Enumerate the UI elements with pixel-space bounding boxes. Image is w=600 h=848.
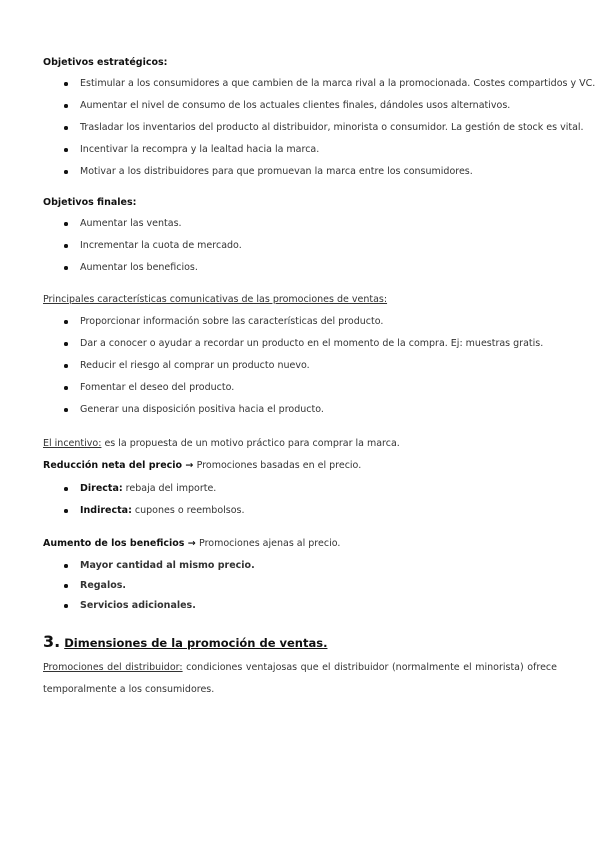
reduccion-line — [43, 460, 361, 471]
section-3-title — [43, 632, 327, 651]
list-item: Motivar a los distribuidores para que promuevan la marca entre los consumidores. — [0, 164, 595, 186]
incentivo-line — [43, 438, 400, 449]
caracteristicas-list — [0, 314, 543, 424]
list-item: Dar a conocer o ayudar a recordar un producto en el momento de la compra. Ej: muestras gratis. — [0, 336, 543, 358]
list-item: Directa: rebaja del importe. — [0, 481, 245, 503]
objetivos-finales-heading: Objetivos finales: — [43, 197, 137, 208]
aumento-line — [43, 538, 340, 549]
list-item: Proporcionar información sobre las características del producto. — [0, 314, 543, 336]
list-item: Aumentar las ventas. — [0, 216, 242, 238]
list-item: Incentivar la recompra y la lealtad hacia la marca. — [0, 142, 595, 164]
caracteristicas-heading: Principales características comunicativas de las promociones de ventas: — [43, 294, 388, 305]
distribuidor-text: condiciones ventajosas que el distribuidor (normalmente el minorista) ofrece temporalmente a los consumidores. — [43, 662, 558, 695]
reduccion-text: Promociones basadas en el precio. — [196, 460, 362, 471]
list-item: Fomentar el deseo del producto. — [0, 380, 543, 402]
incentivo-term: El incentivo: — [43, 438, 102, 449]
aumento-list — [0, 558, 255, 618]
reduccion-term: Reducción neta del precio — [43, 460, 183, 471]
list-item: Aumentar los beneficios. — [0, 260, 242, 282]
list-item: Reducir el riesgo al comprar un producto nuevo. — [0, 358, 543, 380]
aumento-term: Aumento de los beneficios — [43, 538, 185, 549]
section-number: 3. — [43, 632, 61, 651]
list-item: Generar una disposición positiva hacia el producto. — [0, 402, 543, 424]
list-item: Estimular a los consumidores a que cambien de la marca rival a la promocionada. Costes compartidos y VC. — [0, 76, 595, 98]
objetivos-estrategicos-heading: Objetivos estratégicos: — [43, 57, 168, 68]
distribuidor-term: Promociones del distribuidor: — [43, 662, 183, 673]
objetivos-estrategicos-list — [0, 76, 595, 186]
list-item: Trasladar los inventarios del producto al distribuidor, minorista o consumidor. La gestión de stock es vital. — [0, 120, 595, 142]
objetivos-finales-list — [0, 216, 242, 282]
list-item: Servicios adicionales. — [0, 598, 255, 618]
arrow-icon: → — [182, 460, 197, 471]
distribuidor-paragraph — [43, 657, 557, 701]
list-item: Aumentar el nivel de consumo de los actuales clientes finales, dándoles usos alternativos. — [0, 98, 595, 120]
list-item: Indirecta: cupones o reembolsos. — [0, 503, 245, 525]
section-heading: Dimensiones de la promoción de ventas. — [64, 636, 328, 650]
arrow-icon: → — [184, 538, 200, 549]
aumento-text: Promociones ajenas al precio. — [199, 538, 341, 549]
list-item: Regalos. — [0, 578, 255, 598]
list-item: Incrementar la cuota de mercado. — [0, 238, 242, 260]
incentivo-text: es la propuesta de un motivo práctico para comprar la marca. — [101, 438, 400, 449]
reduccion-list — [0, 481, 245, 525]
list-item: Mayor cantidad al mismo precio. — [0, 558, 255, 578]
